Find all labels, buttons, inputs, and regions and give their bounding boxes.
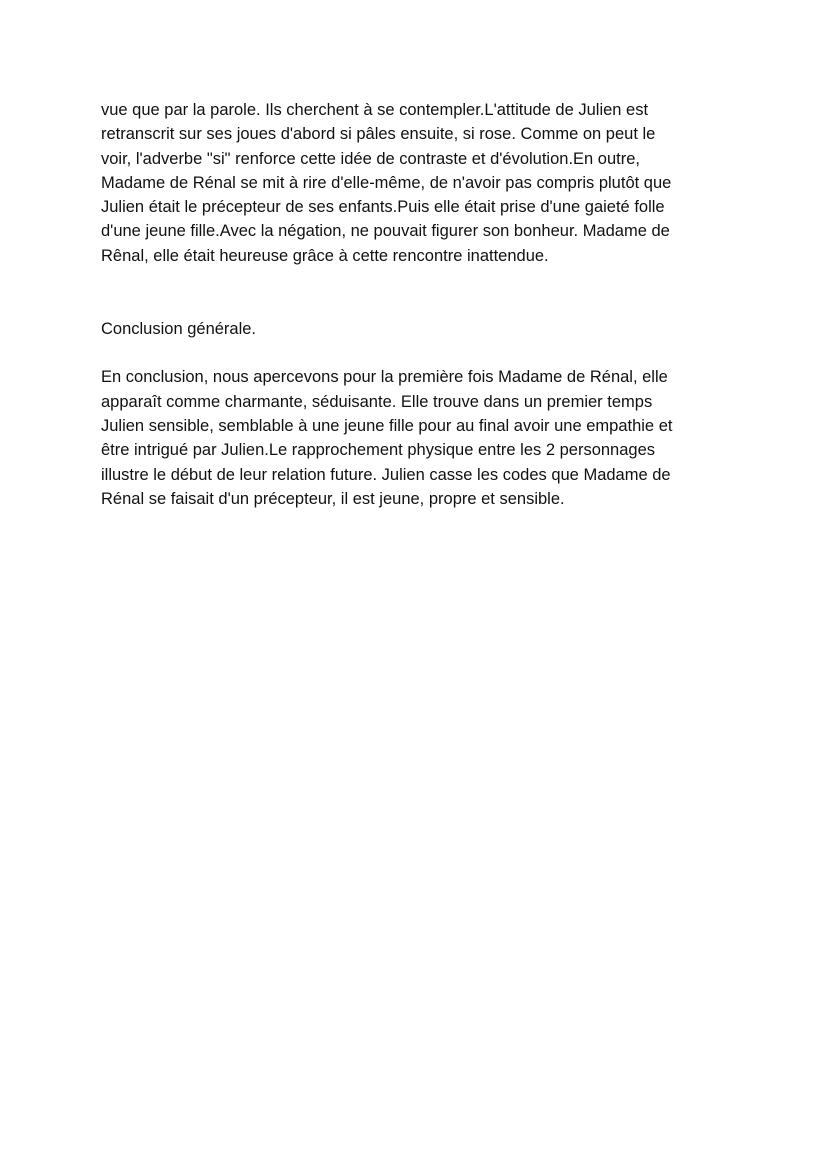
paragraph-line: d'une jeune fille.Avec la négation, ne pouvait figurer son bonheur. Madame de — [101, 222, 670, 241]
paragraph-line: Rénal se faisait d'un précepteur, il est jeune, propre et sensible. — [101, 489, 565, 508]
paragraph-line: vue que par la parole. Ils cherchent à se contempler.L'attitude de Julien est — [101, 101, 649, 119]
paragraph-line: Rênal, elle était heureuse grâce à cette rencontre inattendue. — [101, 246, 549, 265]
document-body — [101, 98, 741, 511]
paragraph-line: Julien sensible, semblable à une jeune fille pour au final avoir une empathie et — [101, 416, 673, 435]
paragraph-line: Madame de Rénal se mit à rire d'elle-même, de n'avoir pas compris plutôt que — [101, 173, 672, 192]
paragraph-line: voir, l'adverbe "si" renforce cette idée de contraste et d'évolution.En outre, — [101, 149, 640, 168]
conclusion-paragraph — [101, 365, 741, 511]
analysis-paragraph — [101, 98, 741, 268]
paragraph-line: En conclusion, nous apercevons pour la première fois Madame de Rénal, elle — [101, 368, 668, 387]
paragraph-line: illustre le début de leur relation future. Julien casse les codes que Madame de — [101, 465, 671, 484]
paragraph-line: Julien était le précepteur de ses enfants.Puis elle était prise d'une gaieté folle — [101, 198, 665, 217]
paragraph-line: apparaît comme charmante, séduisante. Elle trouve dans un premier temps — [101, 392, 653, 411]
paragraph-line: retranscrit sur ses joues d'abord si pâles ensuite, si rose. Comme on peut le — [101, 125, 656, 144]
paragraph-line: être intrigué par Julien.Le rapprochement physique entre les 2 personnages — [101, 441, 656, 460]
conclusion-heading: Conclusion générale. — [101, 320, 257, 339]
